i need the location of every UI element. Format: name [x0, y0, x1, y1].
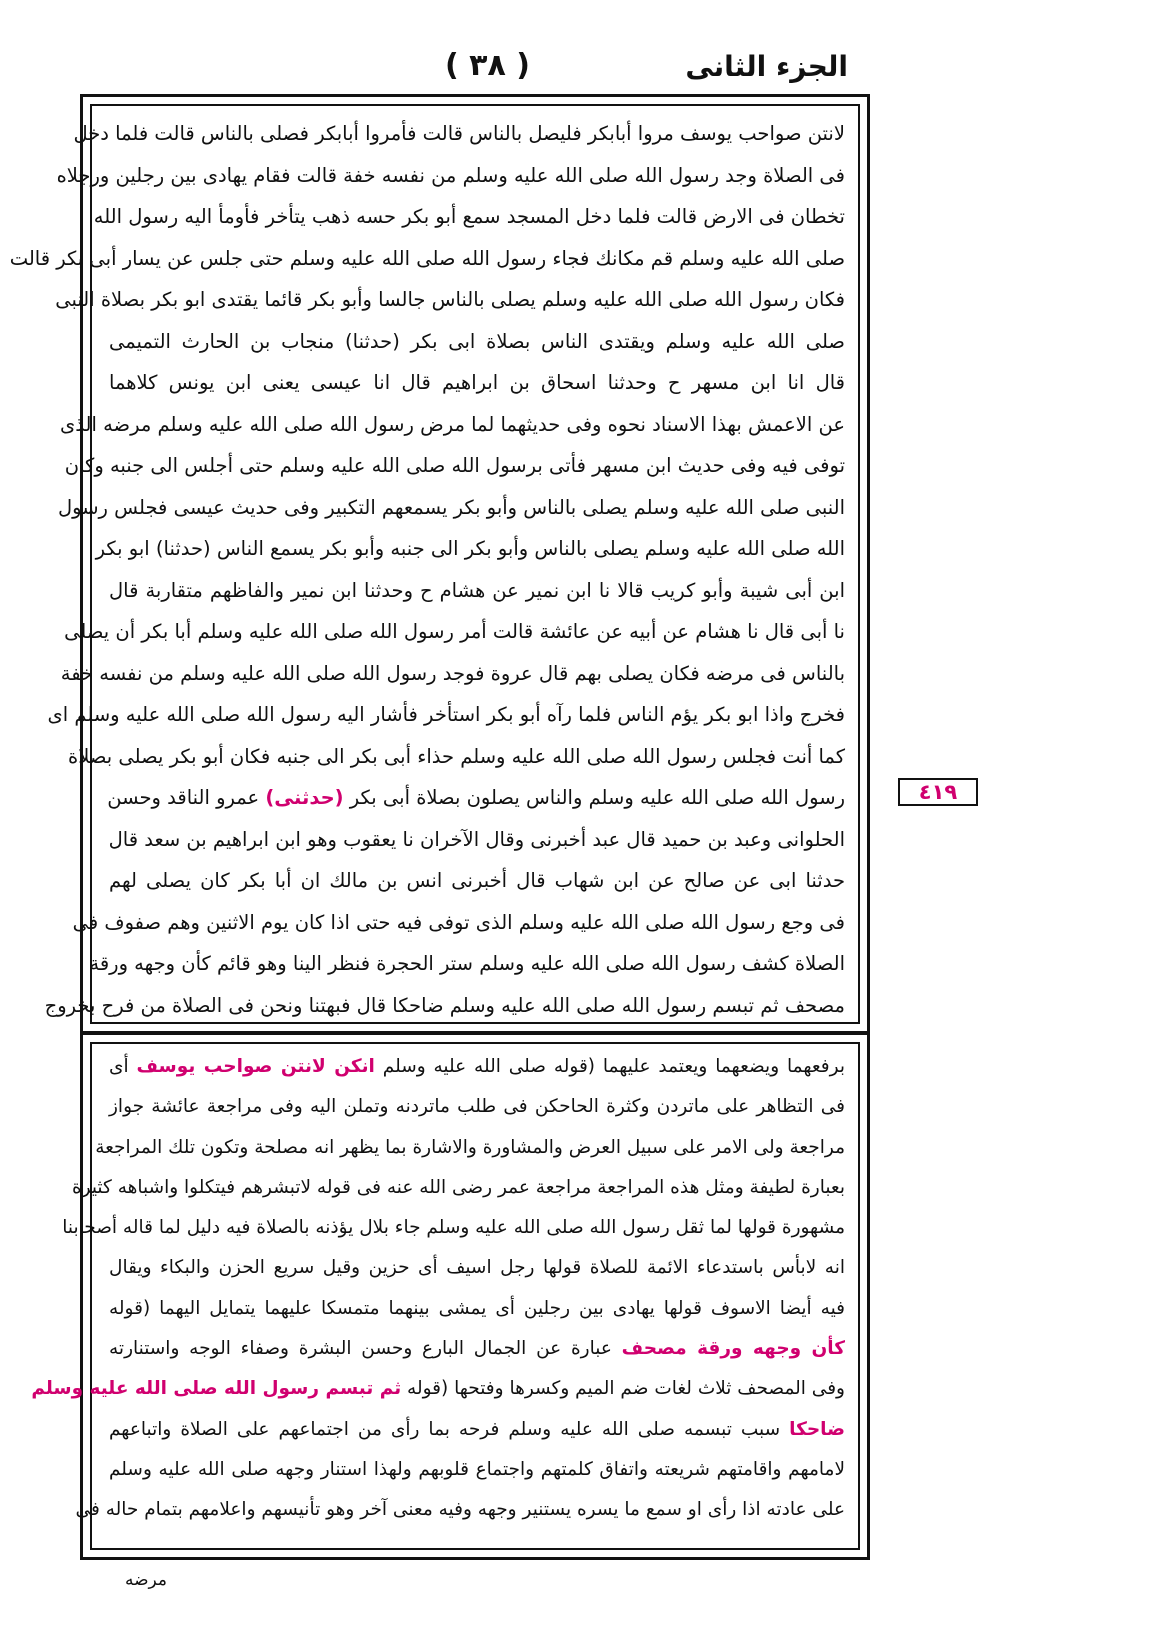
- main-text-line: فى وجع رسول الله صلى الله عليه وسلم الذى توفى فيه حتى اذا كان يوم الاثنين وهم صفوف فى: [72, 910, 845, 934]
- highlighted-phrase: كأن وجهه ورقة مصحف: [621, 1338, 845, 1360]
- main-text-line: لانتن صواحب يوسف مروا أبابكر فليصل بالناس قالت فأمروا أبابكر فصلى بالناس قالت فلما دخل: [73, 122, 845, 145]
- page-number: ( ٣٨ ): [445, 48, 530, 83]
- commentary-line: لامامهم واقامتهم شريعته واتفاق كلمتهم واجتماع قلوبهم ولهذا استنار وجهه صلى الله عليه وسلم: [109, 1458, 845, 1480]
- page-header: [0, 44, 1158, 90]
- highlighted-phrase: ثم تبسم رسول الله صلى الله عليه وسلم: [31, 1378, 402, 1400]
- main-text-line: الله صلى الله عليه وسلم يصلى بالناس وأبو بكر الى جنبه وأبو بكر يسمع الناس (حدثنا) ابو بكر: [95, 537, 845, 560]
- main-text-line: تخطان فى الارض قالت فلما دخل المسجد سمع أبو بكر حسه ذهب يتأخر فأومأ اليه رسول الله: [93, 205, 845, 228]
- commentary-line: مشهورة قولها لما ثقل رسول الله صلى الله عليه وسلم جاء بلال يؤذنه بالصلاة فيه دليل لما قاله أصحابنا: [62, 1217, 845, 1239]
- main-text-line: نا أبى قال نا هشام عن أبيه عن عائشة قالت أمر رسول الله صلى الله عليه وسلم أبا بكر أن يصلى: [64, 620, 845, 643]
- main-text-line: رسول الله صلى الله عليه وسلم والناس يصلون بصلاة أبى بكر (حدثنى) عمرو الناقد وحسن: [107, 786, 845, 809]
- highlighted-phrase: (حدثنى): [265, 786, 344, 809]
- main-text-line: الحلوانى وعبد بن حميد قال عبد أخبرنى وقال الآخران نا يعقوب وهو ابن ابراهيم بن سعد قال: [108, 827, 845, 851]
- commentary-lines: [31, 1047, 845, 1531]
- main-text-line: حدثنا ابى عن صالح عن ابن شهاب قال أخبرنى انس بن مالك ان أبا بكر كان يصلى لهم: [109, 869, 845, 892]
- main-text-line: النبى صلى الله عليه وسلم يصلى بالناس وأبو بكر يسمعهم التكبير وفى حديث عيسى فجلس رسول: [57, 495, 845, 519]
- commentary-line: برفعهما ويضعهما ويعتمد عليهما (قوله صلى الله عليه وسلم انكن لانتن صواحب يوسف أى: [109, 1056, 845, 1077]
- part-title: الجزء الثانى: [685, 50, 848, 83]
- commentary-line: انه لابأس باستدعاء الائمة للصلاة قولها رجل اسيف أى حزين وقيل سريع الحزن والبكاء ويقال: [109, 1257, 845, 1279]
- highlighted-phrase: ضاحكا: [789, 1418, 845, 1440]
- main-text-line: توفى فيه وفى حديث ابن مسهر فأتى برسول الله صلى الله عليه وسلم حتى أجلس الى جنبه وكان: [64, 454, 845, 477]
- commentary-line: على عادته اذا رأى او سمع ما يسره يستنير وجهه وفيه معنى آخر وهو تأنيسهم واعلامهم بتمام حاله فى: [75, 1499, 845, 1521]
- commentary-line: مراجعة ولى الامر على سبيل العرض والمشاورة والاشارة بما يظهر انه مصلحة وتكون تلك المراجعة: [95, 1136, 845, 1158]
- main-text-line: صلى الله عليه وسلم ويقتدى الناس بصلاة ابى بكر (حدثنا) منجاب بن الحارث التميمى: [109, 329, 845, 353]
- commentary-line: كأن وجهه ورقة مصحف عبارة عن الجمال البارع وحسن البشرة وصفاء الوجه واستنارته: [109, 1338, 845, 1360]
- catchword: مرضه: [125, 1570, 168, 1590]
- main-text-line: فخرج واذا ابو بكر يؤم الناس فلما رآه أبو بكر استأخر فأشار اليه رسول الله صلى الله عليه وسلم اى: [47, 703, 845, 726]
- commentary-line: وفى المصحف ثلاث لغات ضم الميم وكسرها وفتحها (قوله ثم تبسم رسول الله صلى الله عليه وسلم: [31, 1378, 845, 1400]
- commentary-line: فيه أيضا الاسوف قولها يهادى بين رجلين أى يمشى بينهما متمسكا عليهما يتمايل اليهما (قوله: [109, 1297, 845, 1319]
- main-text-line: عن الاعمش بهذا الاسناد نحوه وفى حديثهما لما مرض رسول الله صلى الله عليه وسلم مرضه الذى: [60, 412, 845, 436]
- commentary-frame: [31, 1032, 870, 1560]
- main-text-line: كما أنت فجلس رسول الله صلى الله عليه وسلم حذاء أبى بكر الى جنبه فكان أبو بكر يصلى بصلاة: [68, 744, 845, 768]
- commentary-line: بعبارة لطيفة ومثل هذه المراجعة مراجعة عمر رضى الله عنه فى قوله لاتبشرهم فيتكلوا واشباهه كثيرة: [71, 1176, 845, 1198]
- commentary-line: ضاحكا سبب تبسمه صلى الله عليه وسلم فرحه بما رأى من اجتماعهم على الصلاة واتباعهم: [109, 1418, 845, 1440]
- main-text-line: فكان رسول الله صلى الله عليه وسلم يصلى بالناس جالسا وأبو بكر قائما يقتدى ابو بكر بصلاة النبى: [55, 288, 845, 311]
- main-text-line: ابن أبى شيبة وأبو كريب قالا نا ابن نمير عن هشام ح وحدثنا ابن نمير والفاظهم متقاربة قال: [109, 578, 845, 602]
- main-text-line: مصحف ثم تبسم رسول الله صلى الله عليه وسلم ضاحكا قال فبهتنا ونحن فى الصلاة من فرح بخروج: [44, 993, 845, 1017]
- main-text-frame: [9, 94, 870, 1034]
- main-text-line: الصلاة كشف رسول الله صلى الله عليه وسلم ستر الحجرة فنظر الينا وهو قائم كأن وجهه ورقة: [89, 952, 845, 975]
- main-text-lines: [9, 113, 845, 1026]
- commentary-line: فى التظاهر على ماتردن وكثرة الحاحكن فى طلب ماتردنه وتملن اليه وفى مراجعة عائشة جواز: [109, 1096, 845, 1118]
- main-text-line: فى الصلاة وجد رسول الله صلى الله عليه وسلم من نفسه خفة قالت فقام يهادى بين رجلين ورجلاه: [56, 163, 845, 187]
- hadith-number: ٤١٩: [898, 778, 978, 806]
- main-text-line: قال انا ابن مسهر ح وحدثنا اسحاق بن ابراهيم قال انا عيسى يعنى ابن يونس كلاهما: [109, 371, 845, 394]
- main-text-line: صلى الله عليه وسلم قم مكانك فجاء رسول الله صلى الله عليه وسلم حتى جلس عن يسار أبى بكر قالت: [9, 246, 845, 270]
- highlighted-phrase: انكن لانتن صواحب يوسف: [136, 1056, 375, 1077]
- main-text-line: بالناس فى مرضه فكان يصلى بهم قال عروة فوجد رسول الله صلى الله عليه وسلم من نفسه خفة: [60, 661, 845, 685]
